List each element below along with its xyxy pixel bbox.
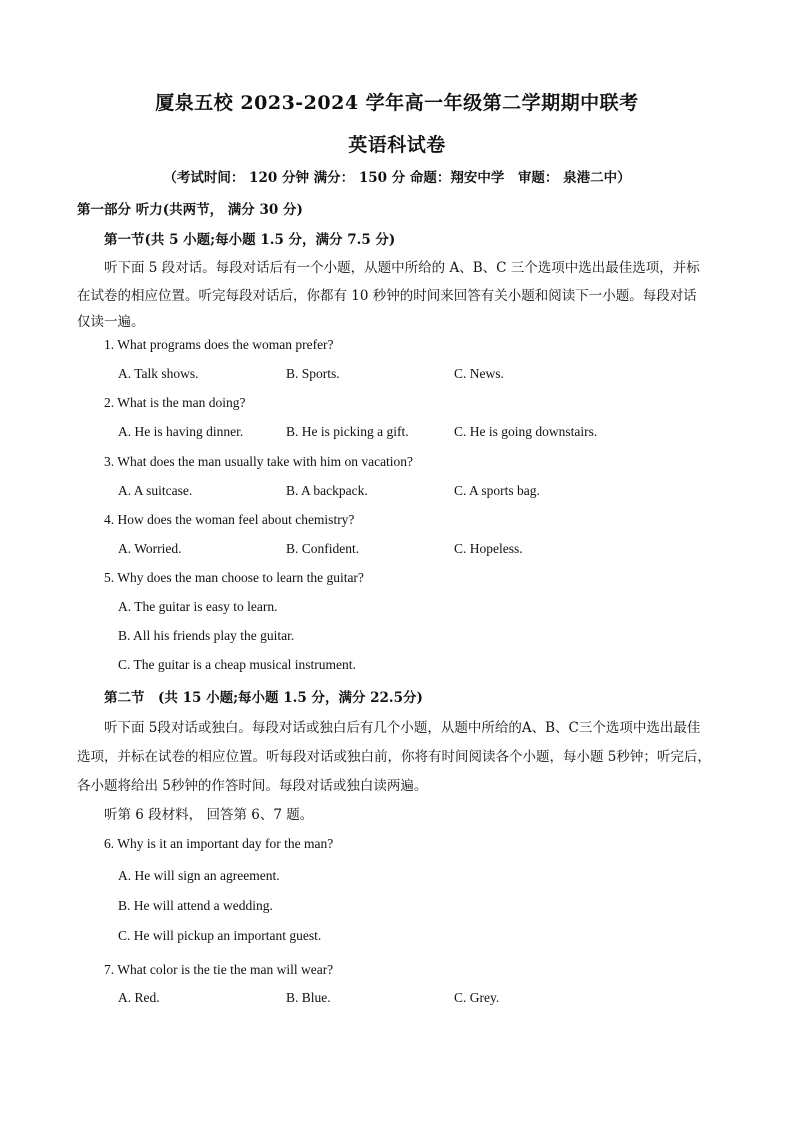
question-text: 6. Why is it an important day for the man? xyxy=(104,836,334,851)
option-a[interactable]: A. Talk shows. xyxy=(118,366,199,381)
section1-instruction-line: 仅读一遍。 xyxy=(77,314,145,330)
option-a[interactable]: A. He will sign an agreement. xyxy=(118,868,280,883)
option-c[interactable]: C. News. xyxy=(454,366,504,381)
section2-heading: 第二节 (共 15 小题;每小题 1.5 分，满分 22.5分) xyxy=(104,690,423,706)
option-b[interactable]: B. A backpack. xyxy=(286,483,368,498)
question-text: 1. What programs does the woman prefer? xyxy=(104,337,334,352)
option-c[interactable]: C. He will pickup an important guest. xyxy=(118,928,322,943)
section1-instruction-line: 在试卷的相应位置。听完每段对话后，你都有 10 秒钟的时间来回答有关小题和阅读下一小题。每段对话 xyxy=(77,288,697,304)
option-a[interactable]: A. A suitcase. xyxy=(118,483,193,498)
option-b[interactable]: B. Blue. xyxy=(286,990,331,1005)
question-text: 3. What does the man usually take with him on vacation? xyxy=(104,454,414,469)
material-note: 听第 6 段材料， 回答第 6、7 题。 xyxy=(104,807,314,823)
option-a[interactable]: A. Worried. xyxy=(118,541,182,556)
option-b[interactable]: B. He is picking a gift. xyxy=(286,424,409,439)
option-c[interactable]: C. A sports bag. xyxy=(454,483,540,498)
exam-meta: （考试时间： 120 分钟 满分： 150 分 命题：翔安中学 审题： 泉港二中） xyxy=(163,170,631,186)
part1-heading: 第一部分 听力(共两节， 满分 30 分) xyxy=(77,202,303,218)
option-c[interactable]: C. He is going downstairs. xyxy=(454,424,598,439)
question-text: 5. Why does the man choose to learn the guitar? xyxy=(104,570,364,585)
option-c[interactable]: C. Hopeless. xyxy=(454,541,523,556)
option-b[interactable]: B. All his friends play the guitar. xyxy=(118,628,295,643)
section2-instruction-line: 各小题将给出 5秒钟的作答时间。每段对话或独白读两遍。 xyxy=(77,778,428,794)
option-b[interactable]: B. He will attend a wedding. xyxy=(118,898,273,913)
option-b[interactable]: B. Sports. xyxy=(286,366,340,381)
question-text: 7. What color is the tie the man will wear? xyxy=(104,962,334,977)
option-a[interactable]: A. The guitar is easy to learn. xyxy=(118,599,278,614)
option-c[interactable]: C. The guitar is a cheap musical instrument. xyxy=(118,657,356,672)
option-b[interactable]: B. Confident. xyxy=(286,541,360,556)
question-text: 4. How does the woman feel about chemistry? xyxy=(104,512,355,527)
option-c[interactable]: C. Grey. xyxy=(454,990,500,1005)
option-a[interactable]: A. He is having dinner. xyxy=(118,424,244,439)
option-a[interactable]: A. Red. xyxy=(118,990,160,1005)
section1-heading: 第一节(共 5 小题;每小题 1.5 分，满分 7.5 分) xyxy=(104,232,396,248)
section2-instruction-line: 听下面 5段对话或独白。每段对话或独白后有几个小题，从题中所给的A、B、C三个选项中选出最佳 xyxy=(104,720,701,736)
page-subtitle: 英语科试卷 xyxy=(348,134,446,156)
page-title: 厦泉五校 2023-2024 学年高一年级第二学期期中联考 xyxy=(155,92,639,114)
section1-instruction-line: 听下面 5 段对话。每段对话后有一个小题，从题中所给的 A、B、C 三个选项中选出最佳选项，并标 xyxy=(104,260,700,276)
question-text: 2. What is the man doing? xyxy=(104,395,246,410)
section2-instruction-line: 选项，并标在试卷的相应位置。听每段对话或独白前，你将有时间阅读各个小题，每小题 5秒钟；听完后， xyxy=(77,749,711,765)
